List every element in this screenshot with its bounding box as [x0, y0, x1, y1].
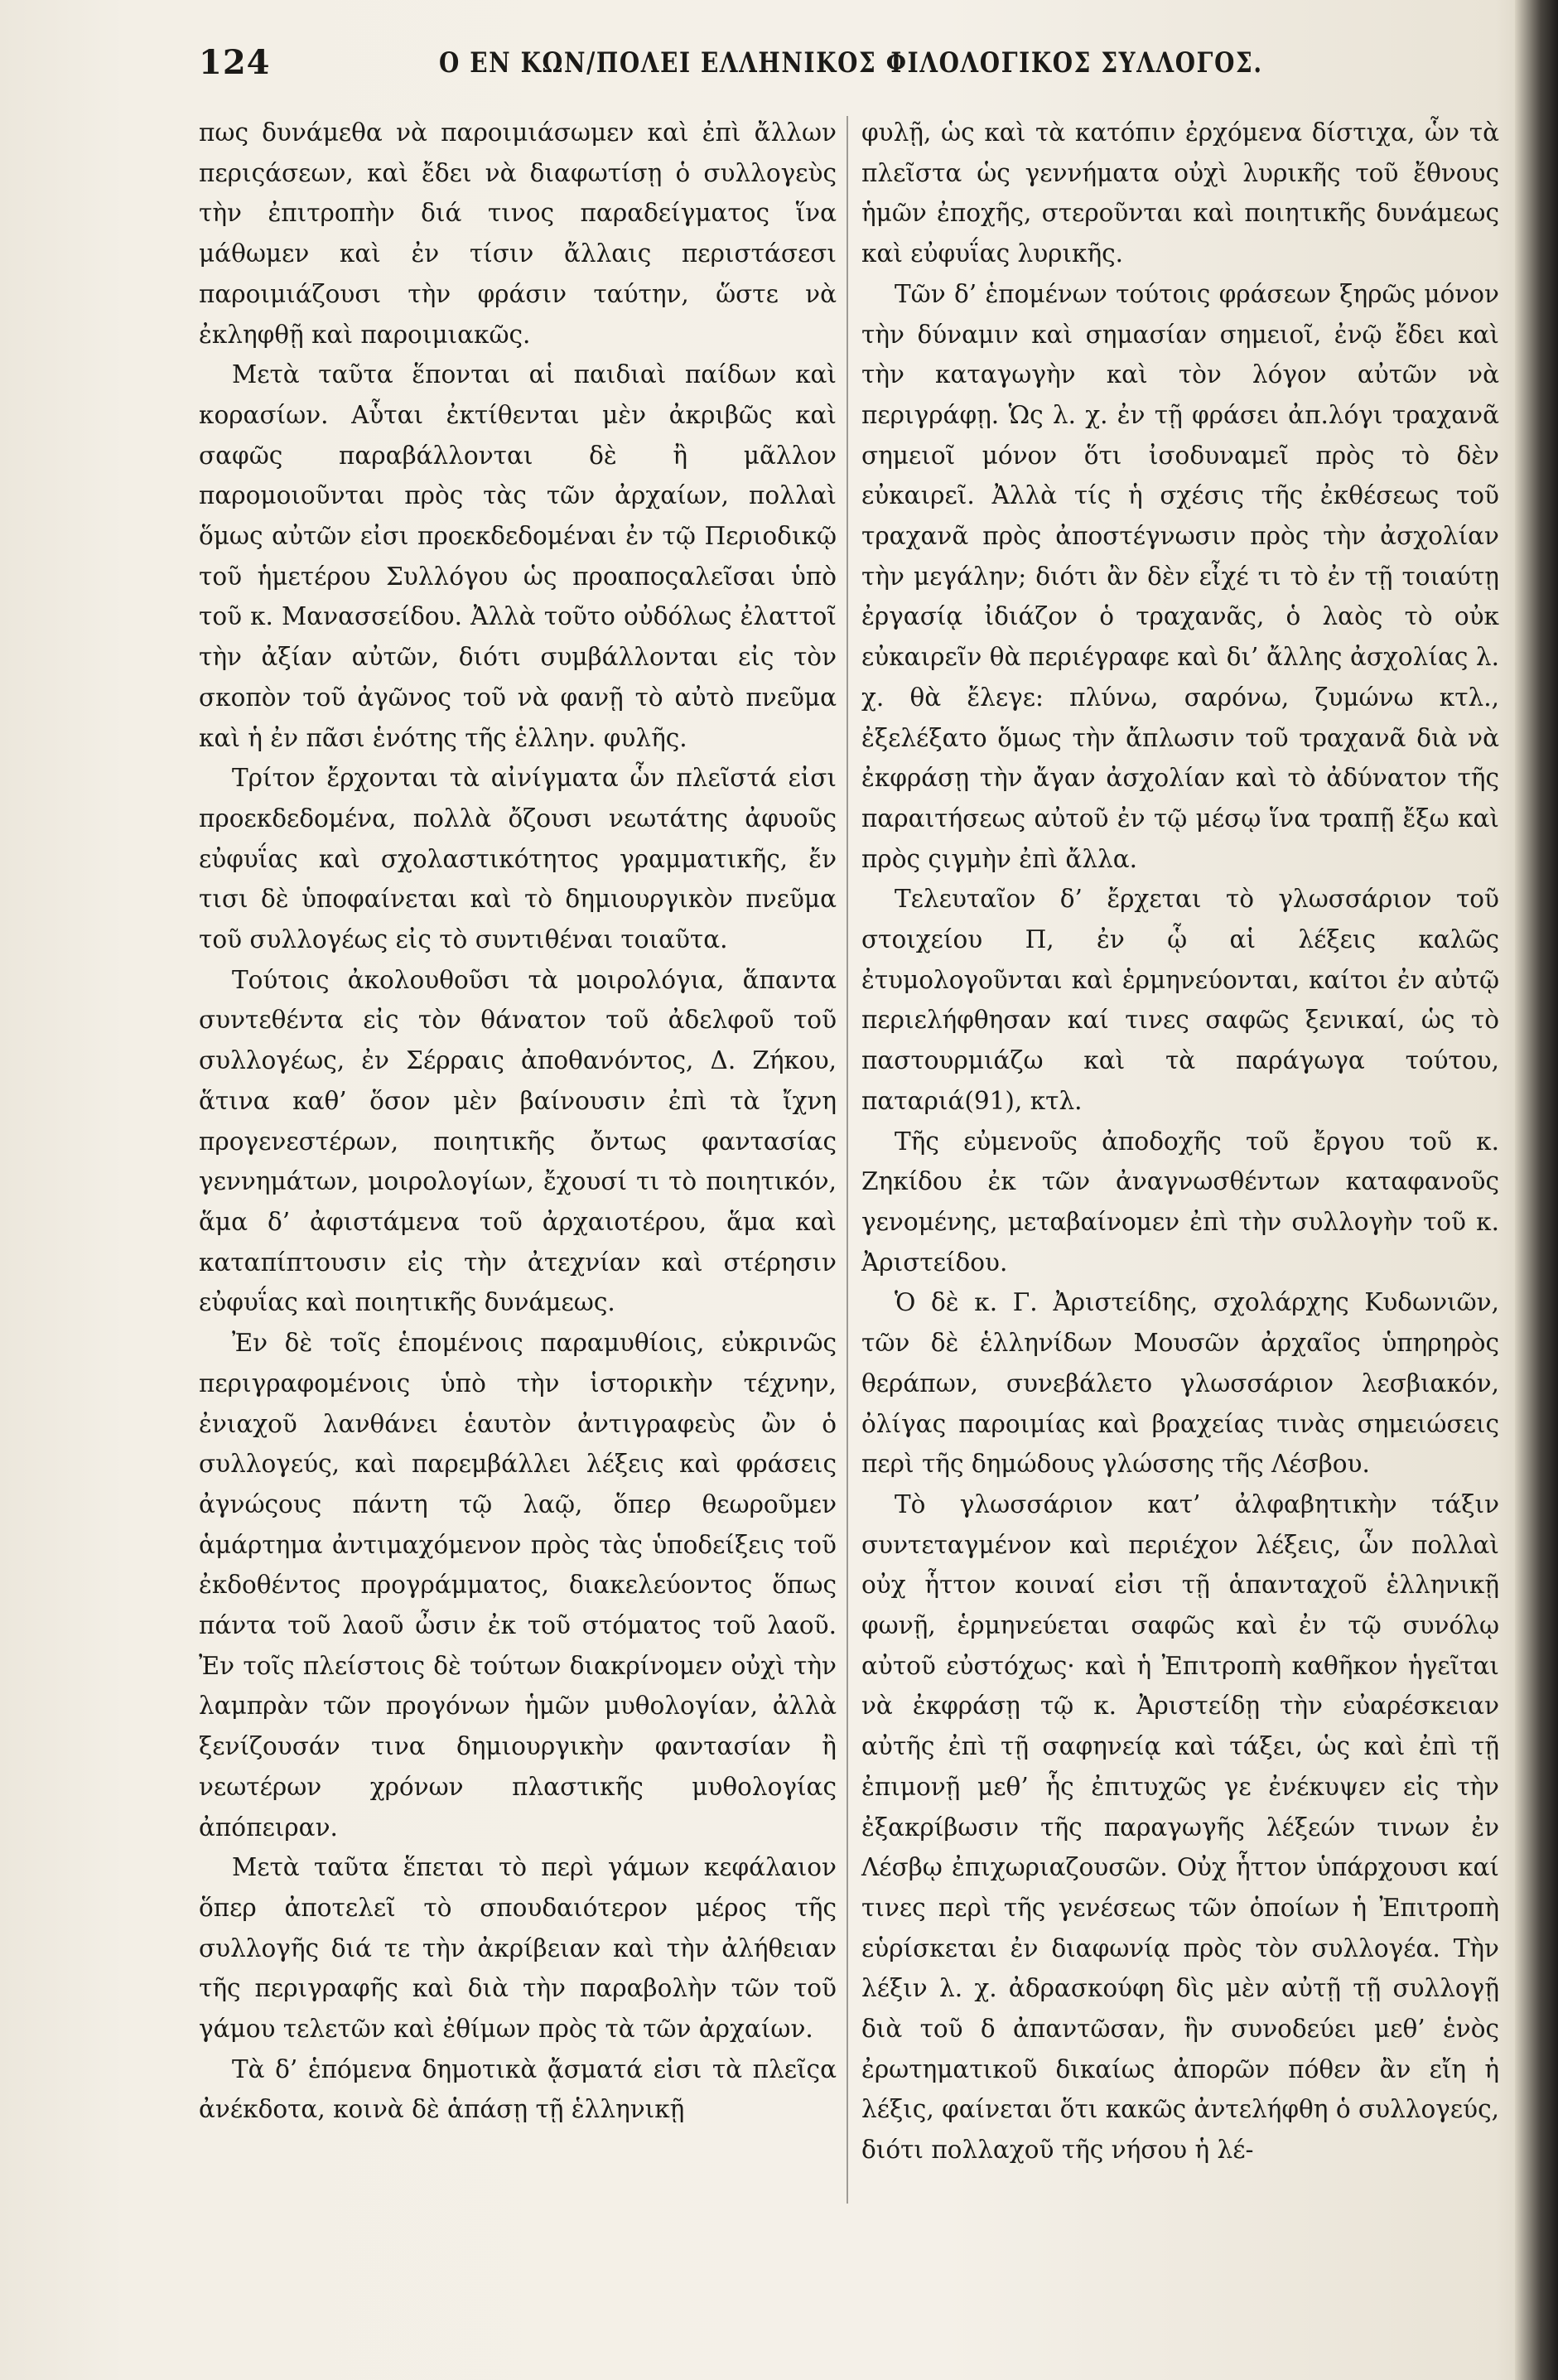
paragraph: Μετὰ ταῦτα ἕπεται τὸ περὶ γάμων κεφάλαιον ὅπερ ἀποτελεῖ τὸ σπουδαιότερον μέρος τῆς συλλογῆς διά τε τὴν ἀκρίβειαν καὶ τὴν ἀλήθειαν τῆς περιγραφῆς καὶ διὰ τὴν παραβολὴν τῶν τοῦ γάμου τελετῶν καὶ ἐθίμων πρὸς τὰ τῶν ἀρχαίων.: [199, 1853, 837, 2044]
paragraph: Τούτοις ἀκολουθοῦσι τὰ μοιρολόγια, ἅπαντα συντεθέντα εἰς τὸν θάνατον τοῦ ἀδελφοῦ τοῦ συλλογέως, ἐν Σέρραις ἀποθανόντος, Δ. Ζήκου, ἅτινα καθ’ ὅσον μὲν βαίνουσιν ἐπὶ τὰ ἴχνη προγενεστέρων, ποιητικῆς ὄντως φαντασίας γεννημάτων, μοιρολογίων, ἔχουσί τι τὸ ποιητικόν, ἅμα δ’ ἀφιστάμενα τοῦ ἀρχαιοτέρου, ἅμα καὶ καταπίπτουσιν εἰς τὴν ἀτεχνίαν καὶ στέρησιν εὐφυΐας καὶ ποιητικῆς δυνάμεως.: [199, 965, 837, 1317]
paragraph: Τελευταῖον δ’ ἔρχεται τὸ γλωσσάριον τοῦ στοιχείου Π, ἐν ᾧ αἱ λέξεις καλῶς ἐτυμολογοῦνται καὶ ἑρμηνεύονται, καίτοι ἐν αὐτῷ περιελήφθησαν καί τινες σαφῶς ξενικαί, ὡς τὸ παστουρμιάζω καὶ τὰ παράγωγα τούτου, παταριά(91), κτλ.: [861, 885, 1499, 1115]
paragraph: Ἐν δὲ τοῖς ἑπομένοις παραμυθίοις, εὐκρινῶς περιγραφομένοις ὑπὸ τὴν ἱστορικὴν τέχνην, ἐνιαχοῦ λανθάνει ἑαυτὸν ἀντιγραφεὺς ὢν ὁ συλλογεύς, καὶ παρεμβάλλει λέξεις καὶ φράσεις ἀγνώςους πάντη τῷ λαῷ, ὅπερ θεωροῦμεν ἁμάρτημα ἀντιμαχόμενον πρὸς τὰς ὑποδείξεις τοῦ ἐκδοθέντος προγράμματος, διακελεύοντος ὅπως πάντα τοῦ λαοῦ ὦσιν ἐκ τοῦ στόματος τοῦ λαοῦ. Ἐν τοῖς πλείστοις δὲ τούτων διακρίνομεν οὐχὶ τὴν λαμπρὰν τῶν προγόνων ἡμῶν μυθολογίαν, ἀλλὰ ξενίζουσάν τινα δημιουργικὴν φαντασίαν ἢ νεωτέρων χρόνων πλαστικῆς μυθολογίας ἀπόπειραν.: [199, 1329, 837, 1842]
paragraph: Τρίτον ἔρχονται τὰ αἰνίγματα ὧν πλεῖστά εἰσι προεκδεδομένα, πολλὰ ὄζουσι νεωτάτης ἀφυοῦς εὐφυΐας καὶ σχολαστικότητος γραμματικῆς, ἔν τισι δὲ ὑποφαίνεται καὶ τὸ δημιουργικὸν πνεῦμα τοῦ συλλογέως εἰς τὸ συντιθέναι τοιαῦτα.: [199, 764, 837, 954]
paragraph: Τῶν δ’ ἑπομένων τούτοις φράσεων ξηρῶς μόνον τὴν δύναμιν καὶ σημασίαν σημειοῖ, ἐνῷ ἔδει καὶ τὴν καταγωγὴν καὶ τὸν λόγον αὐτῶν νὰ περιγράφῃ. Ὡς λ. χ. ἐν τῇ φράσει ἀπ.λόγι τραχανᾶ σημειοῖ μόνον ὅτι ἰσοδυναμεῖ πρὸς τὸ δὲν εὐκαιρεῖ. Ἀλλὰ τίς ἡ σχέσις τῆς ἐκθέσεως τοῦ τραχανᾶ πρὸς ἀποστέγνωσιν πρὸς τὴν ἀσχολίαν τὴν μεγάλην; διότι ἂν δὲν εἶχέ τι τὸ ἐν τῇ τοιαύτῃ ἐργασίᾳ ἰδιάζον ὁ τραχανᾶς, ὁ λαὸς τὸ οὐκ εὐκαιρεῖν θὰ περιέγραφε καὶ δι’ ἄλλης ἀσχολίας λ. χ. θὰ ἔλεγε: πλύνω, σαρόνω, ζυμώνω κτλ., ἐξελέξατο ὅμως τὴν ἄπλωσιν τοῦ τραχανᾶ διὰ νὰ ἐκφράσῃ τὴν ἄγαν ἀσχολίαν καὶ τὸ ἀδύνατον τῆς παραιτήσεως αὐτοῦ ἐν τῷ μέσῳ ἵνα τραπῇ ἔξω καὶ πρὸς ςιγμὴν ἐπὶ ἄλλα.: [861, 279, 1499, 873]
running-head: Ο ΕΝ ΚΩΝ/ΠΟΛΕΙ ΕΛΛΗΝΙΚΟΣ ΦΙΛΟΛΟΓΙΚΟΣ ΣΥΛΛΟΓΟΣ.: [439, 46, 1263, 80]
paragraph: Τῆς εὐμενοῦς ἀποδοχῆς τοῦ ἔργου τοῦ κ. Ζηκίδου ἐκ τῶν ἀναγνωσθέντων καταφανοῦς γενομένης, μεταβαίνομεν ἐπὶ τὴν συλλογὴν τοῦ κ. Ἀριστείδου.: [861, 1127, 1499, 1277]
paragraph: Τὰ δ’ ἑπόμενα δημοτικὰ ᾄσματά εἰσι τὰ πλεῖςα ἀνέκδοτα, κοινὰ δὲ ἁπάσῃ τῇ ἑλληνικῇ: [199, 2054, 837, 2124]
paragraph: πως δυνάμεθα νὰ παροιμιάσωμεν καὶ ἐπὶ ἄλλων περιςάσεων, καὶ ἔδει νὰ διαφωτίσῃ ὁ συλλογεὺς τὴν ἐπιτροπὴν διά τινος παραδείγματος ἵνα μάθωμεν καὶ ἐν τίσιν ἄλλαις περιστάσεσι παροιμιάζουσι τὴν φράσιν ταύτην, ὥστε νὰ ἐκληφθῇ καὶ παροιμιακῶς.: [199, 118, 837, 349]
column-divider: [847, 116, 848, 2204]
right-column: [861, 113, 1499, 2170]
book-spine-shadow: [1515, 0, 1558, 2380]
paragraph: φυλῇ, ὡς καὶ τὰ κατόπιν ἐρχόμενα δίστιχα, ὧν τὰ πλεῖστα ὡς γεννήματα οὐχὶ λυρικῆς τοῦ ἔθνους ἡμῶν ἐποχῆς, στεροῦνται καὶ ποιητικῆς δυνάμεως καὶ εὐφυΐας λυρικῆς.: [861, 118, 1499, 268]
paragraph: Ὁ δὲ κ. Γ. Ἀριστείδης, σχολάρχης Κυδωνιῶν, τῶν δὲ ἑλληνίδων Μουσῶν ἀρχαῖος ὑπηρηρὸς θεράπων, συνεβάλετο γλωσσάριον λεσβιακόν, ὀλίγας παροιμίας καὶ βραχείας τινὰς σημειώσεις περὶ τῆς δημώδους γλώσσης τῆς Λέσβου.: [861, 1288, 1499, 1479]
paragraph: Τὸ γλωσσάριον κατ’ ἀλφαβητικὴν τάξιν συντεταγμένον καὶ περιέχον λέξεις, ὧν πολλαὶ οὐχ ἧττον κοιναί εἰσι τῇ ἁπανταχοῦ ἑλληνικῇ φωνῇ, ἑρμηνεύεται σαφῶς καὶ ἐν τῷ συνόλῳ αὐτοῦ εὐστόχως· καὶ ἡ Ἐπιτροπὴ καθῆκον ἡγεῖται νὰ ἐκφράσῃ τῷ κ. Ἀριστείδῃ τὴν εὐαρέσκειαν αὐτῆς ἐπὶ τῇ σαφηνείᾳ καὶ τάξει, ὡς καὶ ἐπὶ τῇ ἐπιμονῇ μεθ’ ἧς ἐπιτυχῶς γε ἐνέκυψεν εἰς τὴν ἐξακρίβωσιν τῆς παραγωγῆς λέξεών τινων ἐν Λέσβῳ ἐπιχωριαζουσῶν. Οὐχ ἧττον ὑπάρχουσι καί τινες περὶ τῆς γενέσεως τῶν ὁποίων ἡ Ἐπιτροπὴ εὑρίσκεται ἐν διαφωνίᾳ πρὸς τὸν συλλογέα. Τὴν λέξιν λ. χ. ἀδρασκούφη δὶς μὲν αὐτῇ τῇ συλλογῇ διὰ τοῦ δ ἀπαντῶσαν, ἣν συνοδεύει μεθ’ ἑνὸς ἐρωτηματικοῦ δικαίως ἀπορῶν πόθεν ἂν εἴη ἡ λέξις, φαίνεται ὅτι κακῶς ἀντελήφθη ὁ συλλογεύς, διότι πολλαχοῦ τῆς νήσου ἡ λέ-: [861, 1489, 1499, 2165]
page-header: [199, 43, 1309, 93]
page-number: 124: [199, 43, 271, 82]
left-column: [199, 113, 837, 2130]
paragraph: Μετὰ ταῦτα ἕπονται αἱ παιδιαὶ παίδων καὶ κορασίων. Αὗται ἐκτίθενται μὲν ἀκριβῶς καὶ σαφῶς παραβάλλονται δὲ ἢ μᾶλλον παρομοιοῦνται πρὸς τὰς τῶν ἀρχαίων, πολλαὶ ὅμως αὐτῶν εἰσι προεκδεδομέναι ἐν τῷ Περιοδικῷ τοῦ ἡμετέρου Συλλόγου ὡς προαποςαλεῖσαι ὑπὸ τοῦ κ. Μανασσείδου. Ἀλλὰ τοῦτο οὐδόλως ἐλαττοῖ τὴν ἀξίαν αὐτῶν, διότι συμβάλλονται εἰς τὸν σκοπὸν τοῦ ἀγῶνος τοῦ νὰ φανῇ τὸ αὐτὸ πνεῦμα καὶ ἡ ἐν πᾶσι ἑνότης τῆς ἑλλην. φυλῆς.: [199, 360, 837, 752]
